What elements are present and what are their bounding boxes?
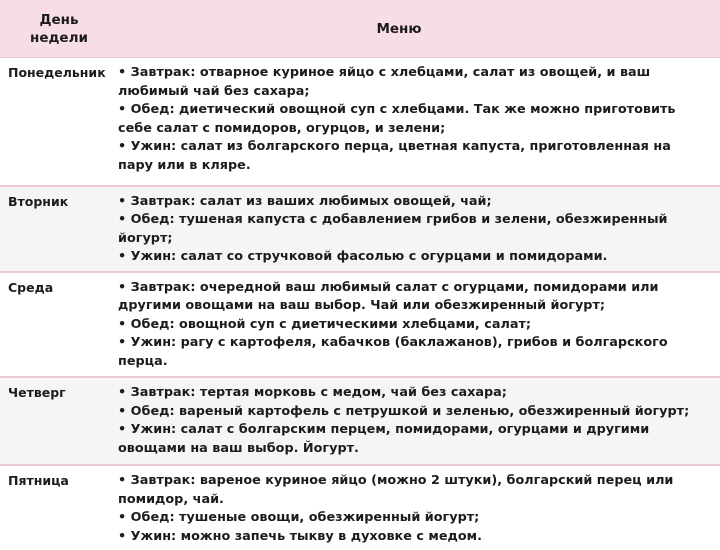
dinner-item: • Ужин: салат с болгарским перцем, помидорами, огурцами и другими овощами на ваш выбор. Йогурт. [118,422,650,456]
table-row [0,185,720,271]
lunch-item: • Обед: тушеная капуста с добавлением грибов и зелени, обезжиренный йогурт; [118,212,668,246]
dinner-item: • Ужин: салат из болгарского перца, цветная капуста, приготовленная на пару или в кляре. [118,139,671,173]
lunch-item: • Обед: вареный картофель с петрушкой и зеленью, обезжиренный йогурт; [118,403,690,419]
breakfast-item: • Завтрак: отварное куриное яйцо с хлебцами, салат из овощей, и ваш любимый чай без сахара; [118,65,651,99]
table-row [0,58,720,185]
day-cell: Пятница [8,473,69,489]
table-row [0,376,720,464]
menu-cell [118,279,720,372]
menu-cell [118,193,720,267]
day-cell: Вторник [8,193,69,209]
menu-cell [118,472,720,546]
dinner-item: • Ужин: рагу с картофеля, кабачков (баклажанов), грибов и болгарского перца. [118,335,668,369]
table-row [0,271,720,377]
lunch-item: • Обед: овощной суп с диетическими хлебцами, салат; [118,316,531,332]
breakfast-item: • Завтрак: вареное куриное яйцо (можно 2 штуки), болгарский перец или помидор, чай. [118,473,674,507]
dinner-item: • Ужин: салат со стручковой фасолью с огурцами и помидорами. [118,249,608,265]
day-cell: Понедельник [8,65,106,80]
breakfast-item: • Завтрак: салат из ваших любимых овощей, чай; [118,193,492,209]
menu-cell [118,384,720,458]
breakfast-item: • Завтрак: очередной ваш любимый салат с огурцами, помидорами или другими овощами на ваш выбор. Чай или обезжиренный йогурт; [118,279,659,314]
breakfast-item: • Завтрак: тертая морковь с медом, чай без сахара; [118,385,507,401]
dinner-item: • Ужин: можно запечь тыкву в духовке с медом. [118,528,483,544]
lunch-item: • Обед: тушеные овощи, обезжиренный йогурт; [118,510,480,526]
header-day-column: День недели [30,11,88,46]
table-row [0,464,720,550]
day-cell: Среда [8,279,54,295]
table-header [0,0,720,58]
menu-cell [118,64,720,175]
header-menu-column: Меню [376,20,422,37]
day-cell: Четверг [8,385,66,401]
lunch-item: • Обед: диетический овощной суп с хлебцами. Так же можно приготовить себе салат с помидоров, огурцов, и зелени; [118,102,676,136]
